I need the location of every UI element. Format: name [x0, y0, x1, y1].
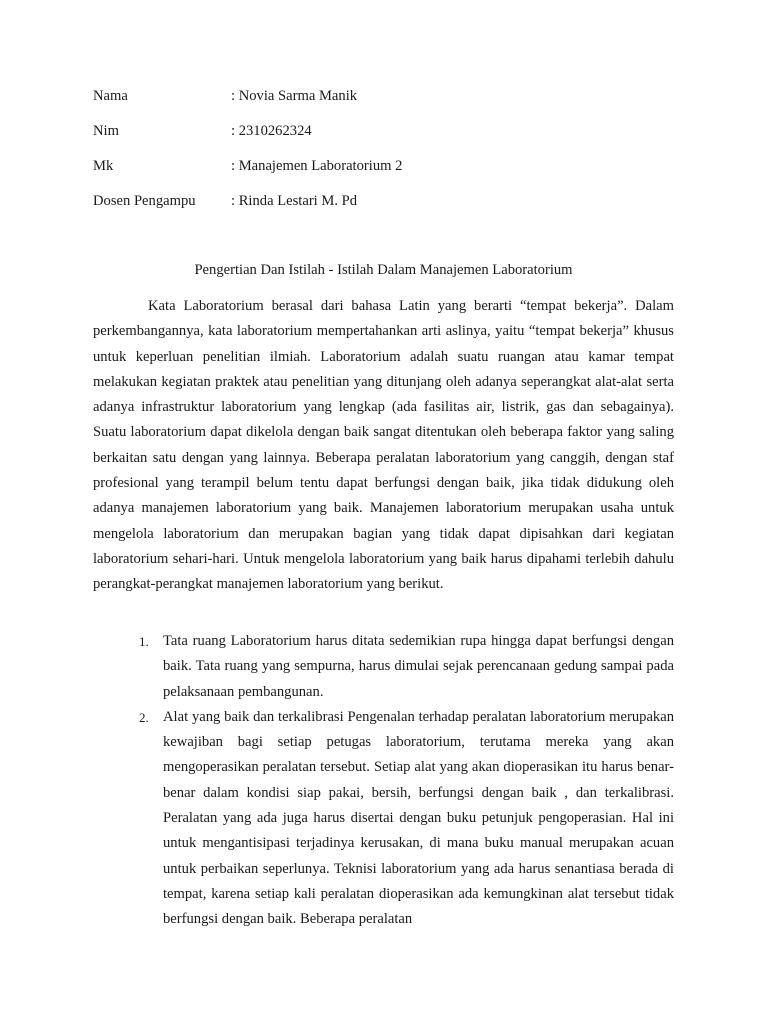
body-paragraph: Kata Laboratorium berasal dari bahasa Latin yang berarti “tempat bekerja”. Dalam perkembangannya, kata laboratorium mempertahankan arti aslinya, yaitu “tempat bekerja” khusus untuk keperluan penelitian ilmiah. Laboratorium adalah suatu ruangan atau kamar tempat melakukan kegiatan praktek atau penelitian yang ditunjang oleh adanya seperangkat alat-alat serta adanya infrastruktur laboratorium yang lengkap (ada fasilitas air, listrik, gas dan sebagainya). Suatu laboratorium dapat dikelola dengan baik sangat ditentukan oleh beberapa faktor yang saling berkaitan satu dengan yang lainnya. Beberapa peralatan laboratorium yang canggih, dengan staf profesional yang terampil belum tentu dapat berfungsi dengan baik, jika tidak didukung oleh adanya manajemen laboratorium yang baik. Manajemen laboratorium merupakan usaha untuk mengelola laboratorium dan merupakan bagian yang tidak dapat dipisahkan dari kegiatan laboratorium sehari-hari. Untuk mengelola laboratorium yang baik harus dipahami terlebih dahulu perangkat-perangkat manajemen laboratorium yang berikut.	[93, 298, 674, 593]
numbered-list	[93, 629, 674, 933]
list-number: 2.	[139, 709, 149, 725]
info-row-nim	[93, 121, 674, 141]
info-label: Dosen Pengampu	[93, 193, 196, 209]
info-value: : Manajemen Laboratorium 2	[231, 158, 403, 174]
info-value: : Rinda Lestari M. Pd	[231, 193, 358, 209]
info-label: Mk	[93, 158, 114, 174]
info-label: Nim	[93, 123, 119, 139]
info-value: : Novia Sarma Manik	[231, 88, 358, 104]
info-row-dosen	[93, 191, 674, 211]
info-value: : 2310262324	[231, 123, 312, 139]
list-item-text: Tata ruang Laboratorium harus ditata sedemikian rupa hingga dapat berfungsi dengan baik. Tata ruang yang sempurna, harus dimulai sejak perencanaan gedung sampai pada pelaksanaan pembangunan.	[163, 633, 674, 700]
list-item-text: Alat yang baik dan terkalibrasi Pengenalan terhadap peralatan laboratorium merupakan kewajiban bagi setiap petugas laboratorium, terutama mereka yang akan mengoperasikan peralatan tersebut. Setiap alat yang akan dioperasikan itu harus benar-benar dalam kondisi siap pakai, bersih, berfungsi dengan baik , dan terkalibrasi. Peralatan yang ada juga harus disertai dengan buku petunjuk pengoperasian. Hal ini untuk mengantisipasi terjadinya kerusakan, di mana buku manual merupakan acuan untuk perbaikan seperlunya. Teknisi laboratorium yang ada harus senantiasa berada di tempat, karena setiap kali peralatan dioperasikan ada kemungkinan alat tersebut tidak berfungsi dengan baik. Beberapa peralatan	[163, 708, 674, 928]
document-title: Pengertian Dan Istilah - Istilah Dalam Manajemen Laboratorium	[194, 262, 573, 278]
info-label: Nama	[93, 88, 128, 104]
list-item	[93, 629, 674, 705]
list-item	[93, 705, 674, 933]
list-number: 1.	[139, 634, 149, 649]
info-row-nama	[93, 86, 674, 106]
info-row-mk	[93, 156, 674, 176]
